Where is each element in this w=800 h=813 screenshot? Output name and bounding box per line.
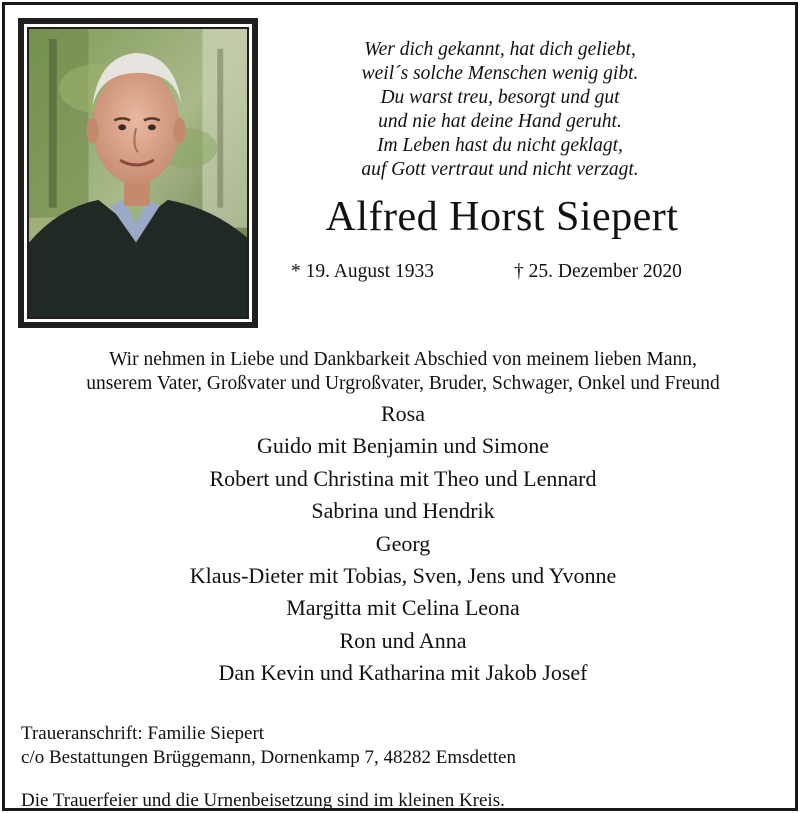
poem-line: und nie hat deine Hand geruht. bbox=[378, 111, 622, 132]
family-member: Sabrina und Hendrik bbox=[311, 498, 495, 524]
poem-line: auf Gott vertraut und nicht verzagt. bbox=[361, 159, 639, 180]
farewell-line: unserem Vater, Großvater und Urgroßvater, Bruder, Schwager, Onkel und Freund bbox=[86, 373, 720, 394]
portrait-frame bbox=[18, 18, 258, 328]
family-member: Margitta mit Celina Leona bbox=[286, 595, 520, 621]
portrait-image bbox=[29, 29, 247, 317]
birth-date: * 19. August 1933 bbox=[291, 261, 435, 282]
family-member: Ron und Anna bbox=[339, 627, 467, 653]
farewell-line: Wir nehmen in Liebe und Dankbarkeit Abschied von meinem lieben Mann, bbox=[109, 349, 697, 370]
memorial-poem bbox=[295, 38, 705, 182]
poem-line: Du warst treu, besorgt und gut bbox=[380, 87, 620, 108]
poem-line: Wer dich gekannt, hat dich geliebt, bbox=[364, 39, 636, 60]
family-member: Rosa bbox=[381, 401, 425, 426]
funeral-home-address: c/o Bestattungen Brüggemann, Dornenkamp 7, 48282 Emsdetten bbox=[21, 747, 516, 768]
family-list bbox=[5, 398, 800, 690]
farewell-text bbox=[5, 348, 800, 396]
poem-line: weil´s solche Menschen wenig gibt. bbox=[361, 63, 639, 84]
family-member: Guido mit Benjamin und Simone bbox=[256, 433, 550, 459]
poem-line: Im Leben hast du nicht geklagt, bbox=[377, 135, 623, 156]
family-member: Robert und Christina mit Theo und Lennard bbox=[209, 465, 597, 491]
family-member: Klaus-Dieter mit Tobias, Sven, Jens und Yvonne bbox=[189, 563, 617, 589]
family-member: Georg bbox=[375, 530, 431, 556]
family-member: Dan Kevin und Katharina mit Jakob Josef bbox=[218, 660, 588, 686]
deceased-name: Alfred Horst Siepert bbox=[325, 194, 679, 240]
mourning-address: Traueranschrift: Familie Siepert bbox=[21, 723, 265, 744]
portrait-photo bbox=[27, 27, 249, 319]
obituary-notice bbox=[2, 2, 798, 811]
ceremony-note: Die Trauerfeier und die Urnenbeisetzung sind im kleinen Kreis. bbox=[21, 790, 505, 811]
death-date: † 25. Dezember 2020 bbox=[514, 261, 682, 282]
